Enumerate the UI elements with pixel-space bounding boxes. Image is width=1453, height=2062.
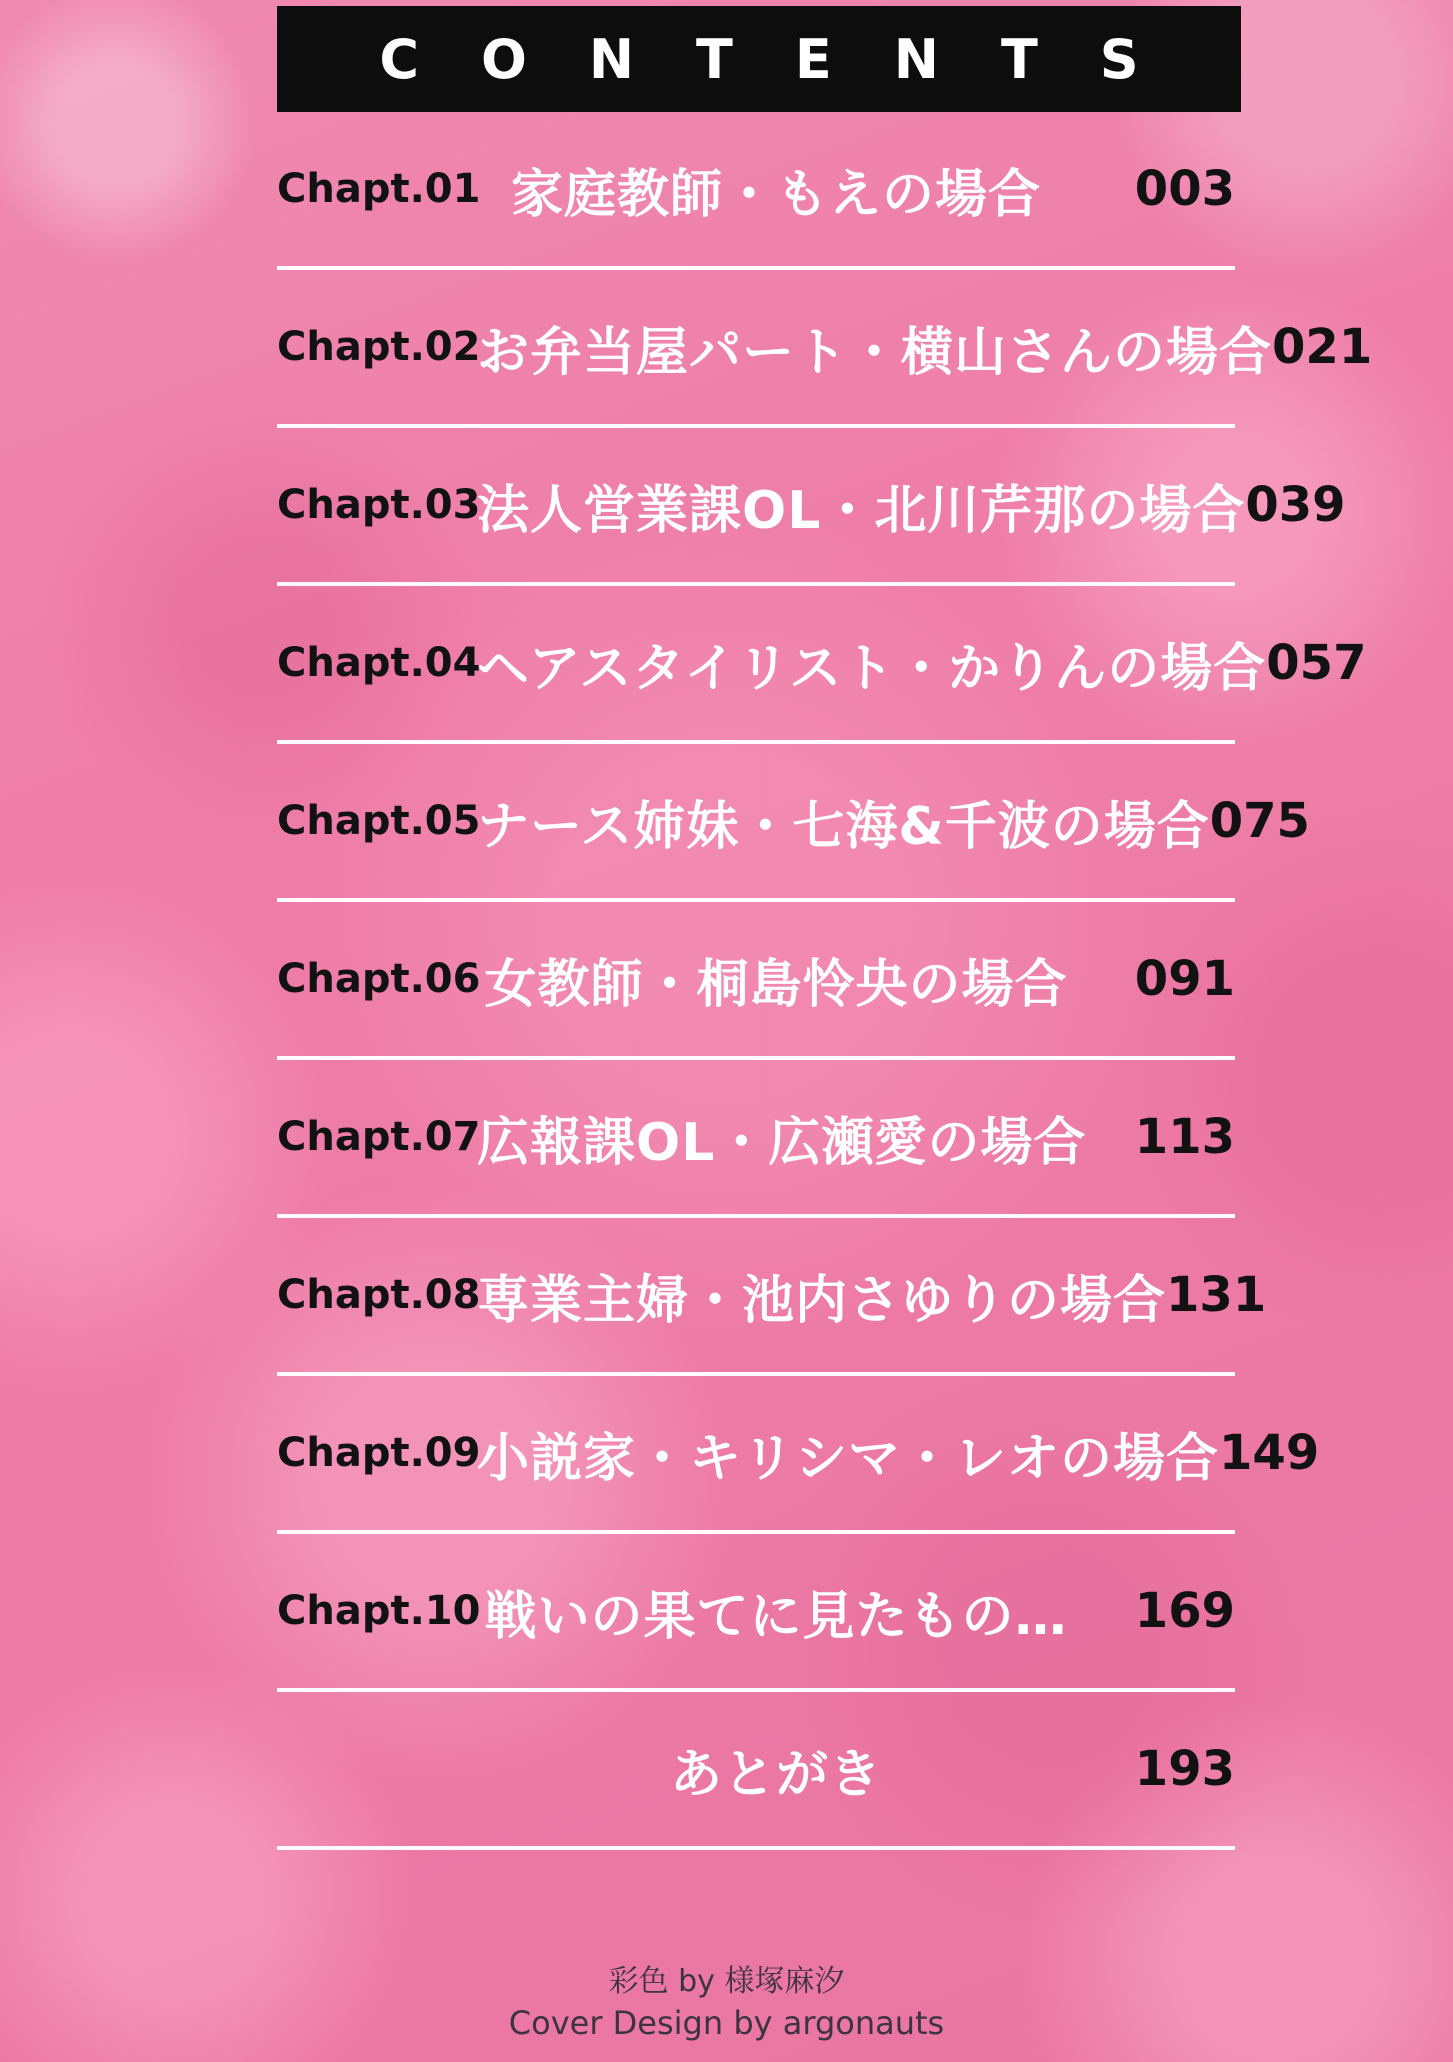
cover-design-credit: Cover Design by argonauts <box>508 2004 945 2042</box>
coloring-credit: 彩色 by 様塚麻汐 <box>608 1964 845 1999</box>
chapter-label: Chapt.10 <box>277 1588 481 1634</box>
chapter-label: Chapt.09 <box>277 1430 481 1476</box>
chapter-label: Chapt.02 <box>277 324 481 370</box>
chapter-title[interactable]: お弁当屋パート・横山さんの場合 <box>477 322 1273 383</box>
toc-row <box>277 428 1346 586</box>
chapter-title[interactable]: 家庭教師・もえの場合 <box>510 164 1041 225</box>
chapter-label: Chapt.07 <box>277 1114 481 1160</box>
table-of-contents <box>277 112 1373 1850</box>
chapter-label: Chapt.08 <box>277 1272 481 1318</box>
chapter-title[interactable]: あとがき <box>669 1744 882 1805</box>
page-number: 039 <box>1245 477 1346 533</box>
chapter-title[interactable]: ヘアスタイリスト・かりんの場合 <box>477 638 1267 699</box>
page-number: 113 <box>1134 1109 1235 1165</box>
toc-row <box>277 1534 1235 1692</box>
contents-header-bar <box>277 6 1241 112</box>
page-number: 021 <box>1272 319 1373 375</box>
chapter-label: Chapt.01 <box>277 166 481 212</box>
toc-row <box>277 1060 1235 1218</box>
chapter-title[interactable]: 広報課OL・広瀬愛の場合 <box>477 1112 1087 1173</box>
toc-row <box>277 1376 1320 1534</box>
chapter-label: Chapt.04 <box>277 640 481 686</box>
chapter-label: Chapt.06 <box>277 956 481 1002</box>
toc-row <box>277 902 1235 1060</box>
contents-title: CONTENTS <box>379 27 1201 91</box>
page-number: 057 <box>1266 635 1367 691</box>
chapter-title[interactable]: 女教師・桐島怜央の場合 <box>484 954 1068 1015</box>
toc-row <box>277 1692 1235 1850</box>
credits <box>0 1962 1453 2044</box>
page-number: 003 <box>1134 161 1235 217</box>
chapter-label: Chapt.03 <box>277 482 481 528</box>
toc-row <box>277 744 1310 902</box>
page-number: 075 <box>1209 793 1310 849</box>
page-number: 169 <box>1134 1583 1235 1639</box>
toc-row <box>277 270 1373 428</box>
chapter-title[interactable]: 専業主婦・池内さゆりの場合 <box>477 1270 1167 1331</box>
page-number: 149 <box>1219 1425 1320 1481</box>
page-number: 091 <box>1134 951 1235 1007</box>
chapter-title[interactable]: ナース姉妹・七海&千波の場合 <box>477 796 1210 857</box>
page-number: 131 <box>1166 1267 1267 1323</box>
page-number: 193 <box>1134 1741 1235 1797</box>
chapter-label: Chapt.05 <box>277 798 481 844</box>
chapter-title[interactable]: 法人営業課OL・北川芹那の場合 <box>477 480 1246 541</box>
toc-row <box>277 586 1367 744</box>
chapter-title[interactable]: 小説家・キリシマ・レオの場合 <box>477 1428 1220 1489</box>
toc-row <box>277 1218 1267 1376</box>
chapter-title[interactable]: 戦いの果てに見たもの… <box>484 1586 1068 1647</box>
toc-row <box>277 112 1235 270</box>
